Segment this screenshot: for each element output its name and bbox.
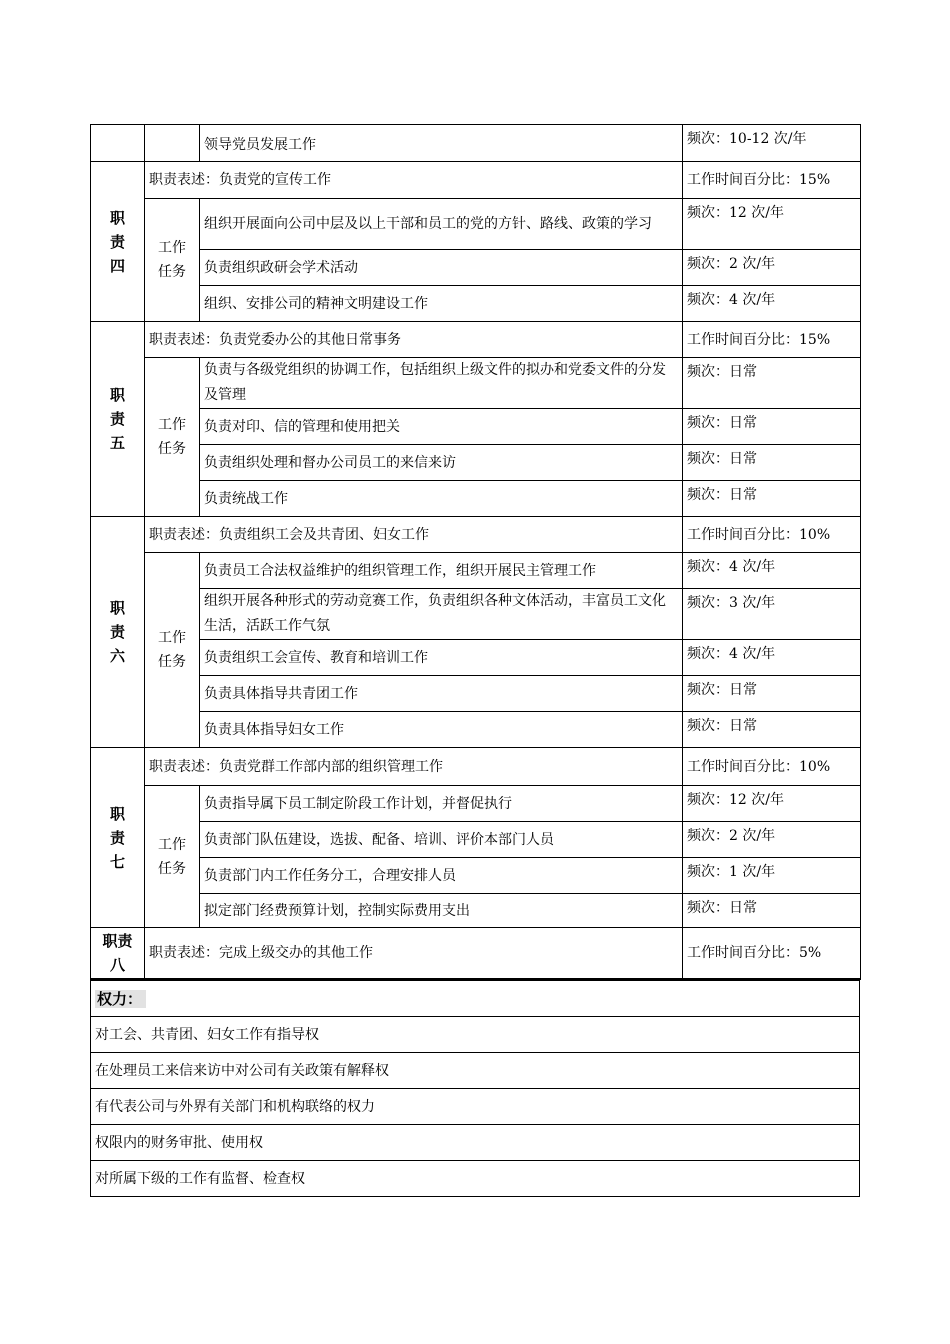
- duty-label: 职 责 七: [91, 748, 145, 928]
- task-text: 负责部门内工作任务分工，合理安排人员: [200, 858, 683, 894]
- power-row: [91, 1052, 860, 1088]
- task-text: 拟定部门经费预算计划，控制实际费用支出: [200, 894, 683, 928]
- time-percentage: 工作时间百分比：5%: [683, 928, 861, 979]
- table-row: [91, 125, 861, 162]
- table-row: [91, 589, 861, 640]
- table-row: [91, 481, 861, 517]
- duty-description: 职责表述：负责党的宣传工作: [145, 162, 683, 199]
- task-label: 工作 任务: [145, 553, 200, 748]
- task-text: 负责组织工会宣传、教育和培训工作: [200, 640, 683, 676]
- task-text: 负责组织政研会学术活动: [200, 250, 683, 286]
- power-item: 对所属下级的工作有监督、检查权: [91, 1160, 860, 1196]
- time-percentage: 工作时间百分比：10%: [683, 517, 861, 553]
- table-row: [91, 712, 861, 748]
- task-frequency: 频次：4 次/年: [683, 553, 861, 589]
- task-frequency: 频次：4 次/年: [683, 286, 861, 322]
- duty-description: 职责表述：负责组织工会及共青团、妇女工作: [145, 517, 683, 553]
- duty-label: 职 责 六: [91, 517, 145, 748]
- power-row: [91, 1088, 860, 1124]
- power-row: [91, 1016, 860, 1052]
- task-frequency: 频次：4 次/年: [683, 640, 861, 676]
- power-title: 权力：: [95, 990, 146, 1008]
- task-frequency: 频次：日常: [683, 712, 861, 748]
- table-row: [91, 786, 861, 822]
- task-label: 工作 任务: [145, 358, 200, 517]
- table-row: [91, 517, 861, 553]
- power-header-cell: [91, 980, 860, 1017]
- task-text: 组织开展各种形式的劳动竞赛工作，负责组织各种文体活动，丰富员工文化生活，活跃工作气氛: [200, 589, 683, 640]
- power-item: 权限内的财务审批、使用权: [91, 1124, 860, 1160]
- task-text: 组织开展面向公司中层及以上干部和员工的党的方针、路线、政策的学习: [200, 199, 683, 250]
- table-row: [91, 822, 861, 858]
- table-row: [91, 250, 861, 286]
- power-item: 对工会、共青团、妇女工作有指导权: [91, 1016, 860, 1052]
- table-row: [91, 748, 861, 786]
- task-frequency: 频次：12 次/年: [683, 199, 861, 250]
- duty-description: 职责表述：负责党委办公的其他日常事务: [145, 322, 683, 358]
- job-description-sheet: [90, 124, 860, 1197]
- task-text: 负责具体指导妇女工作: [200, 712, 683, 748]
- table-row: [91, 858, 861, 894]
- table-row: [91, 322, 861, 358]
- task-frequency: 频次：1 次/年: [683, 858, 861, 894]
- task-text: 负责员工合法权益维护的组织管理工作，组织开展民主管理工作: [200, 553, 683, 589]
- task-frequency: 频次：日常: [683, 676, 861, 712]
- duty-label: 职 责 四: [91, 162, 145, 322]
- power-header-row: [91, 980, 860, 1017]
- task-text: 负责组织处理和督办公司员工的来信来访: [200, 445, 683, 481]
- table-row: [91, 553, 861, 589]
- duty-label: 职 责 五: [91, 322, 145, 517]
- empty-cell: [145, 125, 200, 162]
- task-frequency: 频次：2 次/年: [683, 250, 861, 286]
- task-text: 负责具体指导共青团工作: [200, 676, 683, 712]
- task-text: 组织、安排公司的精神文明建设工作: [200, 286, 683, 322]
- task-label: 工作 任务: [145, 786, 200, 928]
- task-frequency: 频次：日常: [683, 445, 861, 481]
- duty-label: 职责 八: [91, 928, 145, 979]
- power-row: [91, 1160, 860, 1196]
- empty-cell: [91, 125, 145, 162]
- time-percentage: 工作时间百分比：15%: [683, 322, 861, 358]
- task-text: 负责统战工作: [200, 481, 683, 517]
- task-frequency: 频次：日常: [683, 358, 861, 409]
- table-row: [91, 928, 861, 979]
- task-text: 领导党员发展工作: [200, 125, 683, 162]
- task-label: 工作 任务: [145, 199, 200, 322]
- time-percentage: 工作时间百分比：15%: [683, 162, 861, 199]
- power-row: [91, 1124, 860, 1160]
- task-frequency: 频次：2 次/年: [683, 822, 861, 858]
- table-row: [91, 162, 861, 199]
- table-row: [91, 894, 861, 928]
- power-item: 在处理员工来信来访中对公司有关政策有解释权: [91, 1052, 860, 1088]
- table-row: [91, 409, 861, 445]
- task-frequency: 频次：10-12 次/年: [683, 125, 861, 162]
- table-row: [91, 358, 861, 409]
- task-frequency: 频次：3 次/年: [683, 589, 861, 640]
- task-text: 负责与各级党组织的协调工作，包括组织上级文件的拟办和党委文件的分发及管理: [200, 358, 683, 409]
- table-row: [91, 199, 861, 250]
- task-frequency: 频次：日常: [683, 894, 861, 928]
- time-percentage: 工作时间百分比：10%: [683, 748, 861, 786]
- task-frequency: 频次：日常: [683, 409, 861, 445]
- table-row: [91, 286, 861, 322]
- duty-table: [90, 124, 861, 980]
- duty-description: 职责表述：负责党群工作部内部的组织管理工作: [145, 748, 683, 786]
- task-frequency: 频次：12 次/年: [683, 786, 861, 822]
- task-frequency: 频次：日常: [683, 481, 861, 517]
- table-row: [91, 445, 861, 481]
- power-table: [90, 979, 860, 1197]
- table-row: [91, 676, 861, 712]
- table-row: [91, 640, 861, 676]
- power-item: 有代表公司与外界有关部门和机构联络的权力: [91, 1088, 860, 1124]
- duty-description: 职责表述：完成上级交办的其他工作: [145, 928, 683, 979]
- task-text: 负责对印、信的管理和使用把关: [200, 409, 683, 445]
- task-text: 负责部门队伍建设，选拔、配备、培训、评价本部门人员: [200, 822, 683, 858]
- task-text: 负责指导属下员工制定阶段工作计划，并督促执行: [200, 786, 683, 822]
